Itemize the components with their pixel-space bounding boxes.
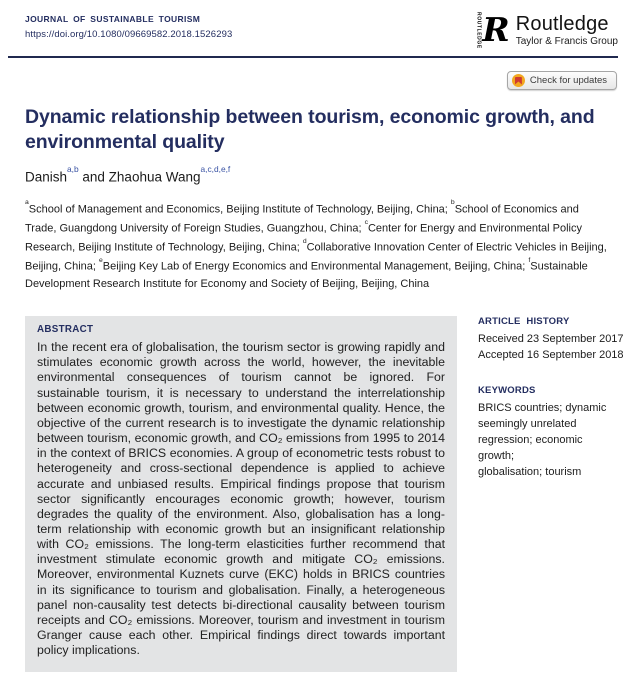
crossmark-icon — [512, 74, 525, 87]
abstract-heading: ABSTRACT — [37, 324, 94, 336]
authors-line: Danish$^{a,b}$ and Zhaohua Wang$^{a,c,d,e,f}$ — [25, 164, 231, 185]
routledge-name: Routledge — [515, 13, 609, 35]
keywords-list: BRICS countries; dynamic seemingly unrelated regression; economic growth; globalisation; tourism — [478, 402, 607, 479]
keywords-heading: KEYWORDS — [478, 385, 536, 397]
routledge-r-icon: R — [482, 10, 510, 49]
abstract-text: In the recent era of globalisation, the tourism sector is growing rapidly and stimulates economic growth across the world, however, the inevitable environmental consequences of tourism cannot be ignored. For sustainable tourism, it is necessary to understand the interrelationship between economic growth, tourism, and environmental quality. Hence, the objective of the current research is to investigate the dynamic relationship between tourism, economic growth, and CO₂ emissions from 1995 to 2014 in the context of BRICS economies. A group of econometric tests robust to heterogeneity and cross-sectional dependence is applied to achieve accurate and unbiased results. Empirical findings propose that tourism sector significantly encourages economic growth; however, tourism degrades the quality of the environment. Also, globalisation has a long-term relationship with economic growth but an insignificant relationship with CO₂ emissions. The long-term elasticities further recommend that investment stimulate economic growth and mitigate CO₂ emissions. Moreover, environmental Kuznets curve (EKC) holds in BRICS countries in its significance to tourism and globalisation. Finally, a heterogeneous panel non-causality test detects bi-directional causality between tourism receipts and CO₂ emissions. Moreover, tourism and investment in tourism Granger cause each other. Empirical findings direct towards important policy implications. — [37, 340, 445, 658]
article-meta-sidebar — [478, 316, 624, 480]
crossmark-book-glyph — [515, 77, 522, 85]
header-divider — [8, 56, 618, 58]
abstract-and-sidebar — [25, 316, 641, 672]
keywords-block — [478, 385, 620, 480]
journal-info — [25, 11, 232, 42]
doi-link[interactable]: https://doi.org/10.1080/09669582.2018.1526293 — [25, 29, 233, 40]
page-title: Dynamic relationship between tourism, economic growth, and environmental quality — [25, 106, 595, 153]
routledge-vertical-text: ROUTLEDGE — [475, 12, 482, 49]
check-for-updates-button[interactable] — [507, 71, 617, 90]
article-history-block — [478, 316, 624, 363]
affiliations: $^a$School of Management and Economics, Beijing Institute of Technology, Beijing, China; $^b$School of Economics and Trade, Guangdong University of Foreign Studies, Guangzhou, China; $^c$Center for Energy and Environmental Policy Research, Beijing Institute of Technology, Beijing, China; $^d$Collaborative Innovation Center of Electric Vehicles in Beijing, Beijing, China; $^e$Beijing Key Lab of Energy Economics and Environmental Management, Beijing, China; $^f$Sustainable Development Research Institute for Economy and Society of Beijing, Beijing, China — [25, 199, 607, 290]
article-history-heading: ARTICLE HISTORY — [478, 316, 570, 328]
check-for-updates-label: Check for updates — [529, 75, 607, 86]
badge-row — [0, 71, 617, 90]
routledge-wordmark — [516, 11, 618, 47]
routledge-logo — [475, 11, 618, 49]
article-history-list: Received 23 September 2017 Accepted 16 September 2018 — [478, 333, 624, 362]
journal-name: JOURNAL OF SUSTAINABLE TOURISM — [25, 14, 201, 24]
abstract-section — [25, 316, 457, 672]
header — [0, 0, 641, 49]
taylor-francis-tagline: Taylor & Francis Group — [515, 36, 618, 47]
